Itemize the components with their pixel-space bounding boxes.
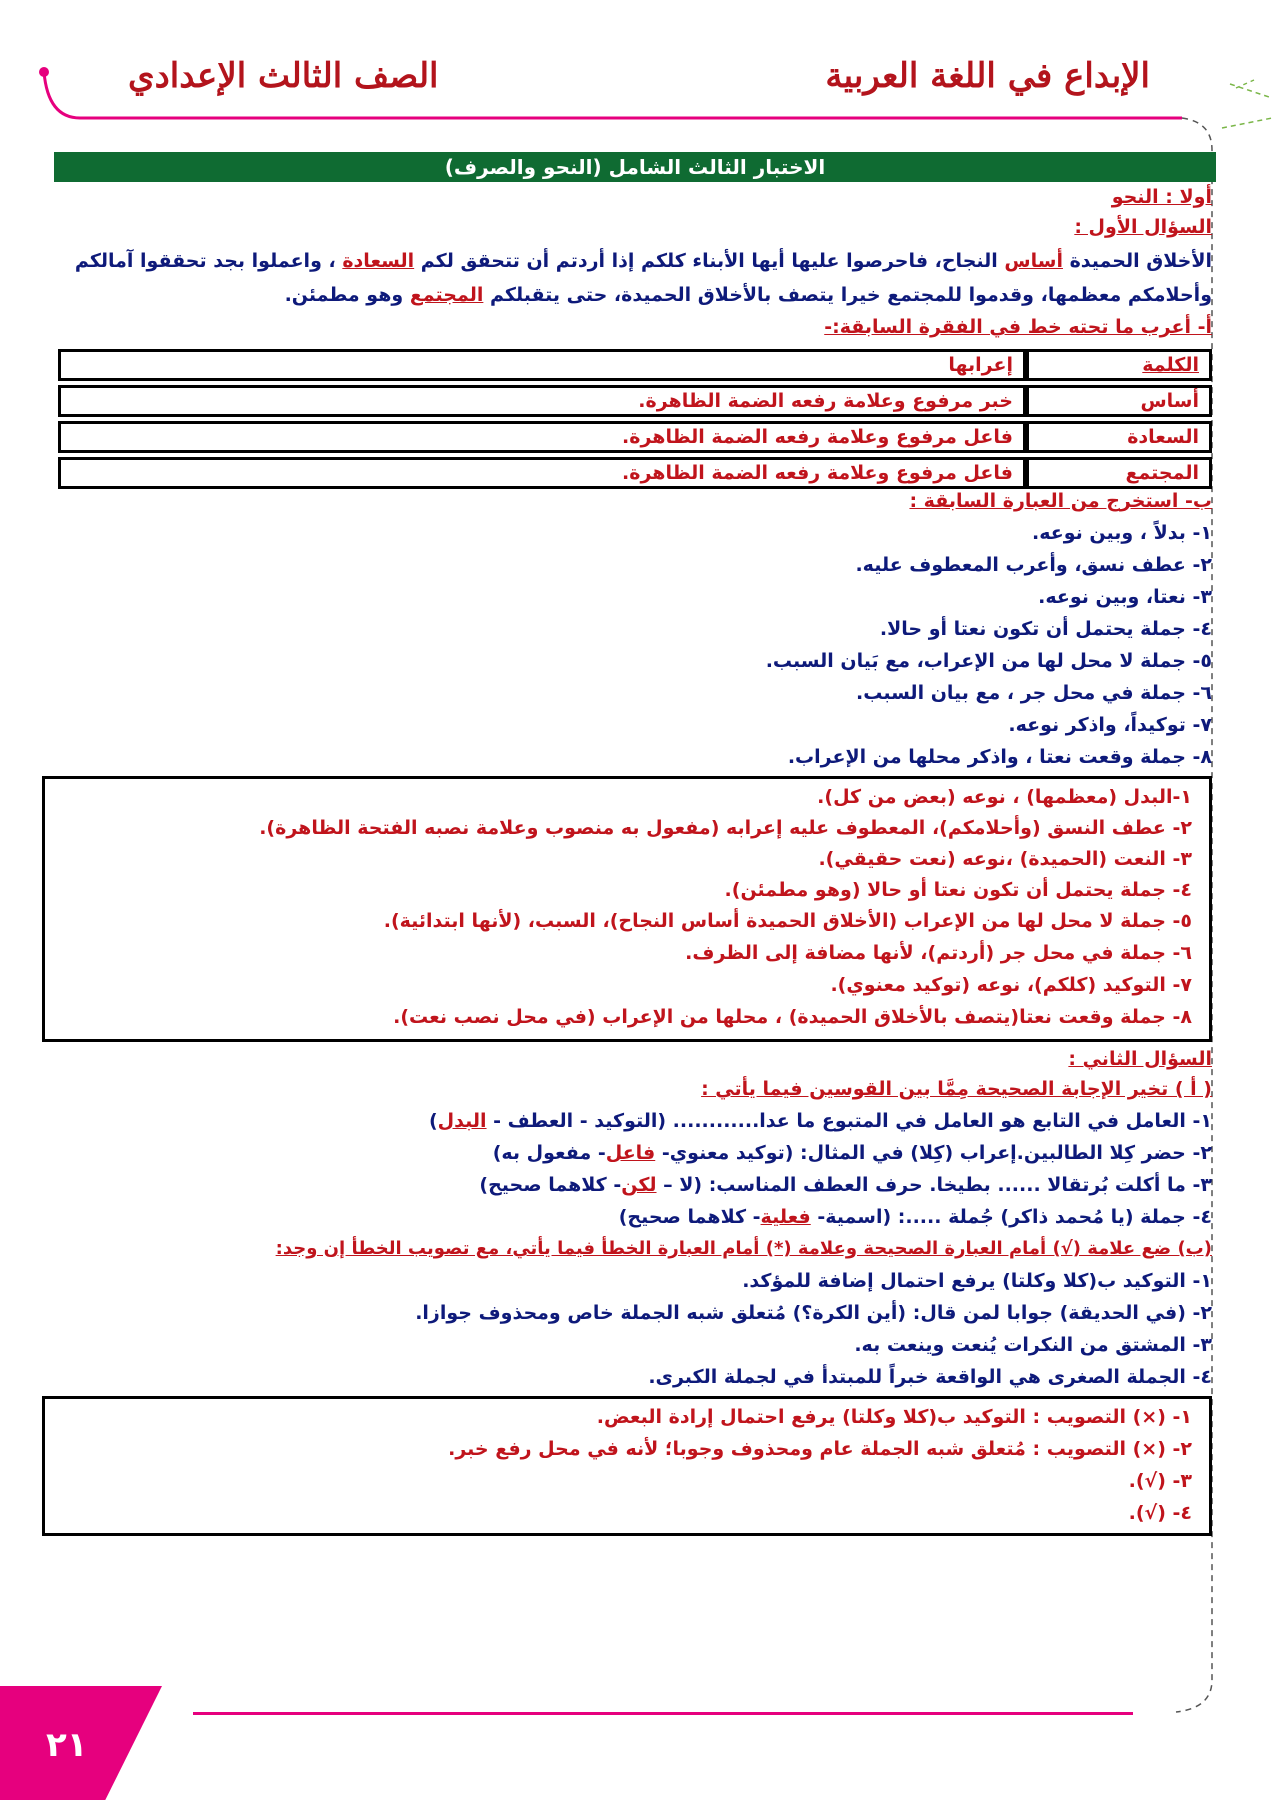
- section-heading: أولا : النحو: [1111, 186, 1212, 208]
- answer-line: ٤- جملة يحتمل أن تكون نعتا أو حالا (وهو مطمئن).: [724, 879, 1192, 901]
- mcq-item: [429, 1108, 1212, 1134]
- grade-title: الصف الثالث الإعدادي: [128, 56, 439, 96]
- list-item: ٨- جملة وقعت نعتا ، واذكر محلها من الإعراب.: [787, 746, 1212, 768]
- irab-table: [58, 345, 1212, 493]
- list-item: ٦- جملة في محل جر ، مع بيان السبب.: [856, 682, 1212, 704]
- passage-text: الأخلاق الحميدة: [1062, 250, 1212, 272]
- mcq-text: - مفعول به): [492, 1142, 606, 1164]
- mcq-item: [479, 1172, 1212, 1198]
- mcq-answer: البدل: [437, 1110, 487, 1132]
- tf-item: ٢- (في الحديقة) جوابا لمن قال: (أين الكرة؟) مُتعلق شبه الجملة خاص ومحذوف جوازا.: [415, 1302, 1212, 1324]
- table-cell-word: السعادة: [1026, 421, 1212, 453]
- mcq-text: - كلاهما صحيح): [479, 1174, 622, 1196]
- list-item: ٤- جملة يحتمل أن تكون نعتا أو حالا.: [879, 618, 1212, 640]
- table-row: [58, 385, 1212, 417]
- passage-text: ، واعملوا بجد تحققوا آمالكم: [74, 250, 343, 272]
- footer-line: [193, 1712, 1133, 1715]
- mcq-text: ٤- جملة (يا مُحمد ذاكر) جُملة .....: (اسمية-: [810, 1206, 1212, 1228]
- table-row: [58, 421, 1212, 453]
- mcq-text: ١- العامل في التابع هو العامل في المتبوع ما عدا............ (التوكيد - العطف -: [486, 1110, 1212, 1132]
- answer-line: ٨- جملة وقعت نعتا(يتصف بالأخلاق الحميدة) ، محلها من الإعراب (في محل نصب نعت).: [393, 1006, 1192, 1028]
- q2-label: السؤال الثاني :: [1068, 1048, 1212, 1070]
- passage-text: النجاح، فاحرصوا عليها أيها الأبناء كلكم إذا أردتم أن تتحقق لكم: [414, 250, 1005, 272]
- table-header-irab: إعرابها: [58, 349, 1026, 381]
- list-item: ٥- جملة لا محل لها من الإعراب، مع بَيان السبب.: [765, 650, 1212, 672]
- book-title: الإبداع في اللغة العربية: [825, 56, 1150, 96]
- table-row: [58, 349, 1212, 381]
- tf-item: ١- التوكيد ب(كلا وكلتا) يرفع احتمال إضافة للمؤكد.: [742, 1270, 1212, 1292]
- mcq-answer: فاعل: [605, 1142, 656, 1164]
- mcq-answer: لكن: [621, 1174, 657, 1196]
- q2-part-a-label: ( أ ) تخير الإجابة الصحيحة مِمَّا بين القوسين فيما يأتي :: [701, 1078, 1212, 1100]
- table-cell-irab: فاعل مرفوع وعلامة رفعه الضمة الظاهرة.: [58, 421, 1026, 453]
- mcq-item: [493, 1140, 1212, 1166]
- list-item: ١- بدلاً ، وبين نوعه.: [1032, 522, 1212, 544]
- page-number: ٢١: [46, 1725, 88, 1765]
- answer-line: ٢- (×) التصويب : مُتعلق شبه الجملة عام ومحذوف وجوبا؛ لأنه في محل رفع خبر.: [448, 1438, 1192, 1460]
- answer-line: ١-البدل (معظمها) ، نوعه (بعض من كل).: [817, 786, 1192, 808]
- answer-line: ٣- النعت (الحميدة) ،نوعه (نعت حقيقي).: [818, 848, 1192, 870]
- highlight-word: المجتمع: [409, 284, 484, 306]
- list-item: ٢- عطف نسق، وأعرب المعطوف عليه.: [855, 554, 1212, 576]
- test-banner: الاختبار الثالث الشامل (النحو والصرف): [54, 152, 1216, 182]
- passage-text: وهو مطمئن.: [284, 284, 410, 306]
- answer-line: ٢- عطف النسق (وأحلامكم)، المعطوف عليه إعرابه (مفعول به منصوب وعلامة نصبه الفتحة الظاهرة).: [259, 817, 1192, 839]
- answer-line: ٥- جملة لا محل لها من الإعراب (الأخلاق الحميدة أساس النجاح)، السبب، (لأنها ابتدائية).: [383, 910, 1192, 932]
- table-cell-word: المجتمع: [1026, 457, 1212, 489]
- table-cell-irab: فاعل مرفوع وعلامة رفعه الضمة الظاهرة.: [58, 457, 1026, 489]
- part-a-label: أ- أعرب ما تحته خط في الفقرة السابقة:-: [824, 316, 1212, 338]
- mcq-item: [619, 1204, 1212, 1230]
- passage-line-1: [75, 248, 1212, 274]
- tf-item: ٤- الجملة الصغرى هي الواقعة خبراً للمبتدأ في لجملة الكبرى.: [648, 1366, 1212, 1388]
- q2-part-b-label: (ب) ضع علامة (√) أمام العبارة الصحيحة وعلامة (*) أمام العبارة الخطأ فيما يأتي، مع تصويب الخطأ إن وجد:: [275, 1238, 1212, 1259]
- table-header-word: الكلمة: [1026, 349, 1212, 381]
- mcq-text: ٣- ما أكلت بُرتقالا ...... بطيخا. حرف العطف المناسب: (لا –: [656, 1174, 1212, 1196]
- mcq-text: ٢- حضر كِلا الطالبين.إعراب (كِلا) في المثال: (توكيد معنوي-: [655, 1142, 1212, 1164]
- mcq-text: ): [428, 1110, 438, 1132]
- table-cell-irab: خبر مرفوع وعلامة رفعه الضمة الظاهرة.: [58, 385, 1026, 417]
- passage-line-2: [285, 282, 1212, 308]
- passage-text: وأحلامكم معظمها، وقدموا للمجتمع خيرا يتصف بالأخلاق الحميدة، حتى يتقبلكم: [483, 284, 1212, 306]
- highlight-word: السعادة: [342, 250, 415, 272]
- mcq-answer: فعلية: [760, 1206, 811, 1228]
- q1-label: السؤال الأول :: [1074, 216, 1212, 238]
- tf-item: ٣- المشتق من النكرات يُنعت وينعت به.: [854, 1334, 1212, 1356]
- list-item: ٧- توكيداً، واذكر نوعه.: [1008, 714, 1212, 736]
- mcq-text: - كلاهما صحيح): [618, 1206, 761, 1228]
- part-b-label: ب- استخرج من العبارة السابقة :: [909, 490, 1212, 512]
- highlight-word: أساس: [1004, 250, 1063, 272]
- table-cell-word: أساس: [1026, 385, 1212, 417]
- answer-line: ٣- (√).: [1128, 1470, 1192, 1492]
- answer-line: ١- (×) التصويب : التوكيد ب(كلا وكلتا) يرفع احتمال إرادة البعض.: [596, 1406, 1192, 1428]
- answer-line: ٦- جملة في محل جر (أردتم)، لأنها مضافة إلى الظرف.: [685, 942, 1192, 964]
- list-item: ٣- نعتا، وبين نوعه.: [1038, 586, 1212, 608]
- answer-line: ٧- التوكيد (كلكم)، نوعه (توكيد معنوي).: [830, 974, 1192, 996]
- table-row: [58, 457, 1212, 489]
- answer-line: ٤- (√).: [1128, 1502, 1192, 1524]
